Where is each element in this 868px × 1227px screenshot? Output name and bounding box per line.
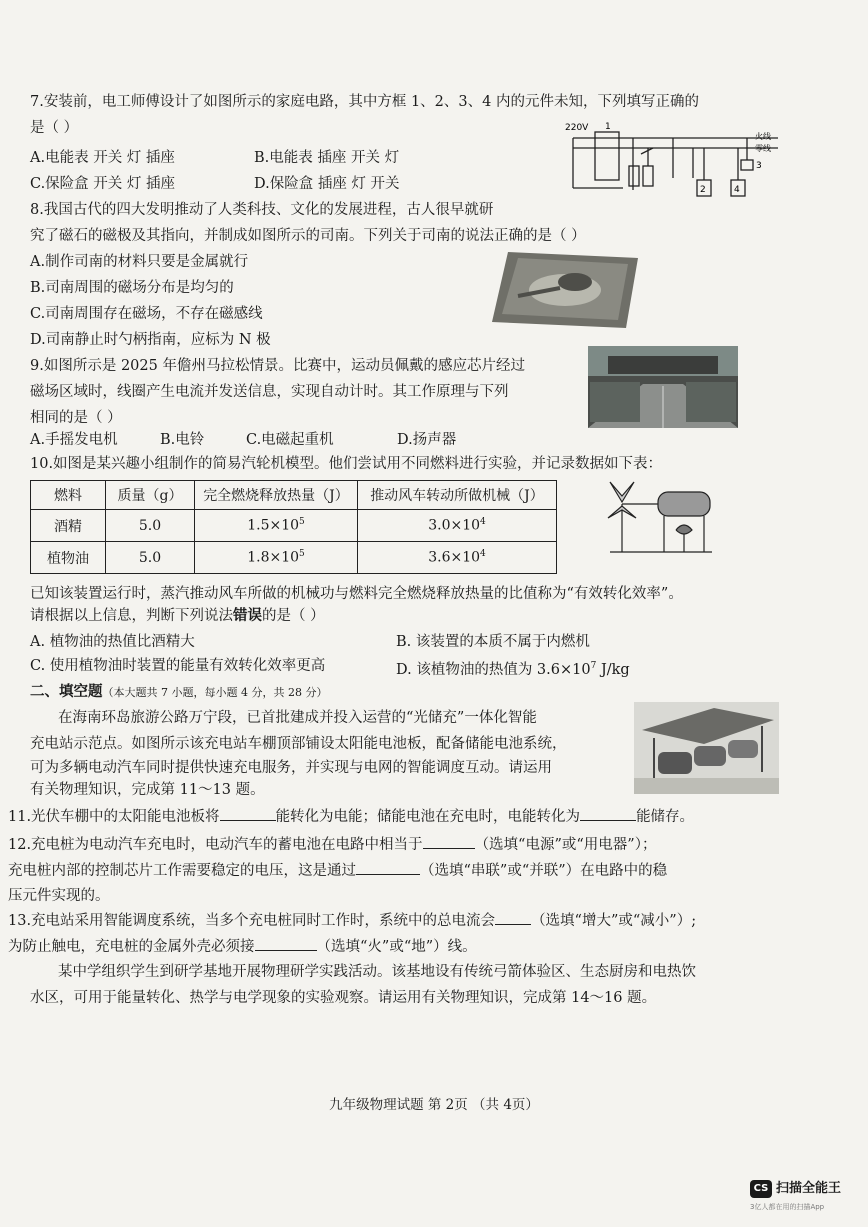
q12-blank-2[interactable] <box>356 860 420 875</box>
passage2-line2: 水区，可用于能量转化、热学与电学现象的实验观察。请运用有关物理知识，完成第 14～16 题。 <box>30 990 657 1006</box>
q10-stem: 10.如图是某兴趣小组制作的简易汽轮机模型。他们尝试用不同燃料进行实验，并记录数据如下表： <box>30 456 663 472</box>
q12-line2: 充电桩内部的控制芯片工作需要稳定的电压，这是通过 （选填“串联”或“并联”）在电路中的稳 <box>8 860 667 881</box>
q7-option-c: C.保险盒 开关 灯 插座 <box>30 176 176 192</box>
q9-option-d: D.扬声器 <box>397 432 457 448</box>
q12-line1: 12.充电桩为电动汽车充电时，电动汽车的蓄电池在电路中相当于 （选填“电源”或“用电器”）； <box>8 834 656 855</box>
circuit-voltage-label: 220V <box>565 123 589 133</box>
passage1-line3: 可为多辆电动汽车同时提供快速充电服务，并实现与电网的智能调度互动。请运用 <box>30 760 552 776</box>
q8-option-b: B.司南周围的磁场分布是均匀的 <box>30 280 234 296</box>
household-circuit-diagram <box>563 118 788 206</box>
q7-option-b: B.电能表 插座 开关 灯 <box>254 150 400 166</box>
q13-line2: 为防止触电，充电桩的金属外壳必须接 （选填“火”或“地”）线。 <box>8 936 477 957</box>
q12-blank-1[interactable] <box>423 834 475 849</box>
passage1-line2: 充电站示范点。如图所示该充电站车棚顶部铺设太阳能电池板，配备储能电池系统， <box>30 736 567 752</box>
passage2-line1: 某中学组织学生到研学基地开展物理研学实践活动。该基地设有传统弓箭体验区、生态厨房和电热饮 <box>58 964 696 980</box>
camscanner-logo <box>750 1180 854 1220</box>
table-row <box>31 542 557 574</box>
q11-blank-1[interactable] <box>220 806 276 821</box>
circuit-label-4: 4 <box>734 185 740 195</box>
q10-note-line2: 请根据以上信息，判断下列说法错误的是（ ） <box>30 607 325 624</box>
table-header-cell: 推动风车转动所做机械（J） <box>358 481 557 510</box>
marathon-photo <box>588 346 738 428</box>
q13-blank-1[interactable] <box>495 910 531 925</box>
passage1-line1: 在海南环岛旅游公路万宁段，已首批建成并投入运营的“光储充”一体化智能 <box>58 710 537 726</box>
q8-stem-line1: 8.我国古代的四大发明推动了人类科技、文化的发展进程，古人很早就研 <box>30 202 494 218</box>
table-header-cell: 完全燃烧释放热量（J） <box>195 481 358 510</box>
circuit-live-wire-label: 火线 <box>755 132 771 141</box>
q9-stem-line1: 9.如图所示是 2025 年儋州马拉松情景。比赛中，运动员佩戴的感应芯片经过 <box>30 358 525 374</box>
q9-stem-line3: 相同的是（ ） <box>30 410 122 426</box>
circuit-label-1: 1 <box>605 122 611 132</box>
table-cell: 酒精 <box>31 510 106 542</box>
q9-stem-line2: 磁场区域时，线圈产生电流并发送信息，实现自动计时。其工作原理与下列 <box>30 384 509 400</box>
table-cell: 植物油 <box>31 542 106 574</box>
camscanner-icon: CS <box>750 1180 772 1198</box>
sinan-compass-photo <box>490 248 640 330</box>
table-cell: 5.0 <box>106 510 195 542</box>
q8-option-a: A.制作司南的材料只要是金属就行 <box>30 254 249 270</box>
q7-stem-line1: 7.安装前，电工师傅设计了如图所示的家庭电路，其中方框 1、2、3、4 内的元件未知，下列填写正确的 <box>30 94 699 110</box>
q13-blank-2[interactable] <box>255 936 317 951</box>
page-footer: 九年级物理试题 第 2页 （共 4页） <box>329 1097 539 1113</box>
steam-turbine-model-figure <box>600 474 720 556</box>
q11-blank-2[interactable] <box>580 806 636 821</box>
camscanner-name: 扫描全能王 <box>776 1181 842 1196</box>
q8-option-c: C.司南周围存在磁场，不存在磁感线 <box>30 306 263 322</box>
table-cell: $1.5\times 10^5$ <box>195 510 358 542</box>
circuit-label-2: 2 <box>700 185 706 195</box>
q11-line: 11.光伏车棚中的太阳能电池板将 能转化为电能；储能电池在充电时，电能转化为 能储存。 <box>8 806 694 827</box>
q9-option-a: A.手摇发电机 <box>30 432 118 448</box>
circuit-neutral-wire-label: 零线 <box>755 144 771 153</box>
q10-option-c: C. 使用植物油时装置的能量有效转化效率更高 <box>30 658 326 674</box>
circuit-label-3: 3 <box>756 161 762 171</box>
q13-line1: 13.充电站采用智能调度系统，当多个充电桩同时工作时，系统中的总电流会 （选填“增大”或“减小”）; <box>8 910 696 931</box>
q9-option-c: C.电磁起重机 <box>246 432 334 448</box>
q10-note-line1: 已知该装置运行时，蒸汽推动风车所做的机械功与燃料完全燃烧释放热量的比值称为“有效转化效率”。 <box>30 586 683 602</box>
q7-stem-line2: 是（ ） <box>30 120 79 136</box>
q8-stem-line2: 究了磁石的磁极及其指向，并制成如图所示的司南。下列关于司南的说法正确的是（ ） <box>30 228 586 244</box>
passage1-line4: 有关物理知识，完成第 11～13 题。 <box>30 782 265 798</box>
fuel-data-table <box>30 480 557 574</box>
section-fill-in-title: 二、填空题（本大题共 7 小题，每小题 4 分，共 28 分） <box>30 683 328 700</box>
table-header-row <box>31 481 557 510</box>
solar-charging-station-photo <box>634 702 779 794</box>
table-cell: $1.8\times 10^5$ <box>195 542 358 574</box>
table-cell: $3.6\times 10^4$ <box>358 542 557 574</box>
q10-option-d: D. 该植物油的热值为 $3.6\times 10^7$ J/kg <box>396 661 630 678</box>
q7-option-d: D.保险盒 插座 灯 开关 <box>254 176 400 192</box>
q7-option-a: A.电能表 开关 灯 插座 <box>30 150 175 166</box>
camscanner-tagline: 3亿人都在用的扫描App <box>750 1203 825 1211</box>
q10-option-a: A. 植物油的热值比酒精大 <box>30 634 195 650</box>
q12-line3: 压元件实现的。 <box>8 888 110 904</box>
q8-option-d: D.司南静止时勺柄指南，应标为 N 极 <box>30 332 271 348</box>
table-cell: $3.0\times 10^4$ <box>358 510 557 542</box>
table-header-cell: 质量（g） <box>106 481 195 510</box>
table-row <box>31 510 557 542</box>
q10-option-b: B. 该装置的本质不属于内燃机 <box>396 634 590 650</box>
q9-option-b: B.电铃 <box>160 432 205 448</box>
table-cell: 5.0 <box>106 542 195 574</box>
table-header-cell: 燃料 <box>31 481 106 510</box>
